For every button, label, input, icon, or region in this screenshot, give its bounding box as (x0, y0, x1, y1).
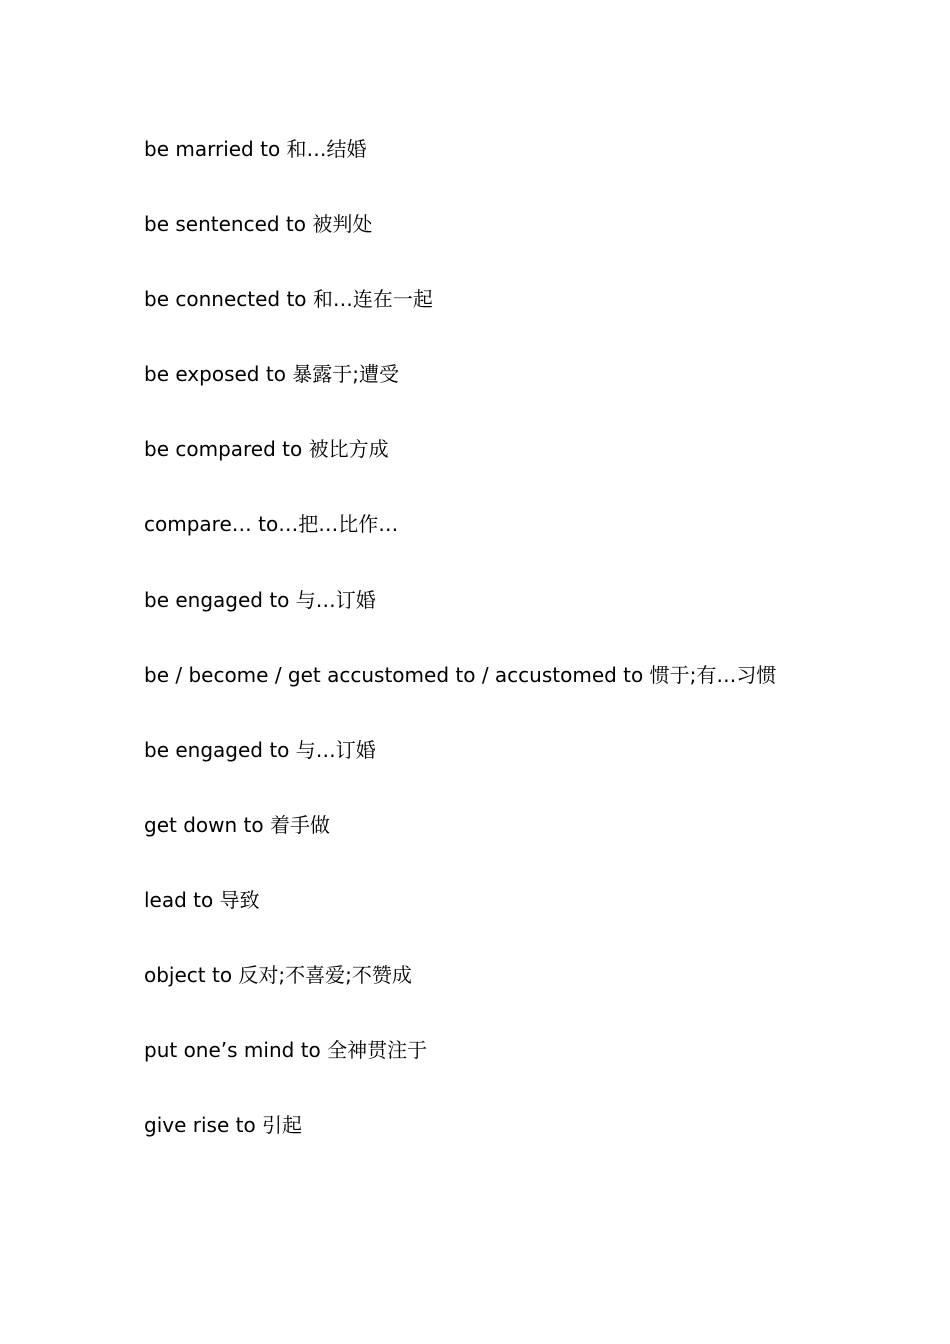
phrase-entry: be engaged to 与…订婚 (144, 587, 376, 612)
phrase-entry: be connected to 和…连在一起 (144, 287, 433, 312)
phrase-entry: be married to 和…结婚 (144, 137, 367, 161)
phrase-entry: be sentenced to 被判处 (144, 212, 373, 237)
phrase-entry: be exposed to 暴露于;遭受 (144, 362, 400, 387)
phrase-entry: object to 反对;不喜爱;不赞成 (144, 963, 412, 988)
phrase-entry: put one’s mind to 全神贯注于 (144, 1038, 428, 1063)
phrase-entry: get down to 着手做 (144, 812, 330, 837)
phrase-entry: give rise to 引起 (144, 1113, 303, 1138)
phrase-entry: be / become / get accustomed to / accustomed to 惯于;有…习惯 (144, 662, 777, 687)
phrase-entry: compare… to…把…比作… (144, 512, 399, 537)
phrase-entry: be engaged to 与…订婚 (144, 737, 376, 762)
phrase-entry: lead to 导致 (144, 887, 260, 912)
phrase-list (144, 134, 776, 1185)
phrase-entry: be compared to 被比方成 (144, 437, 389, 462)
